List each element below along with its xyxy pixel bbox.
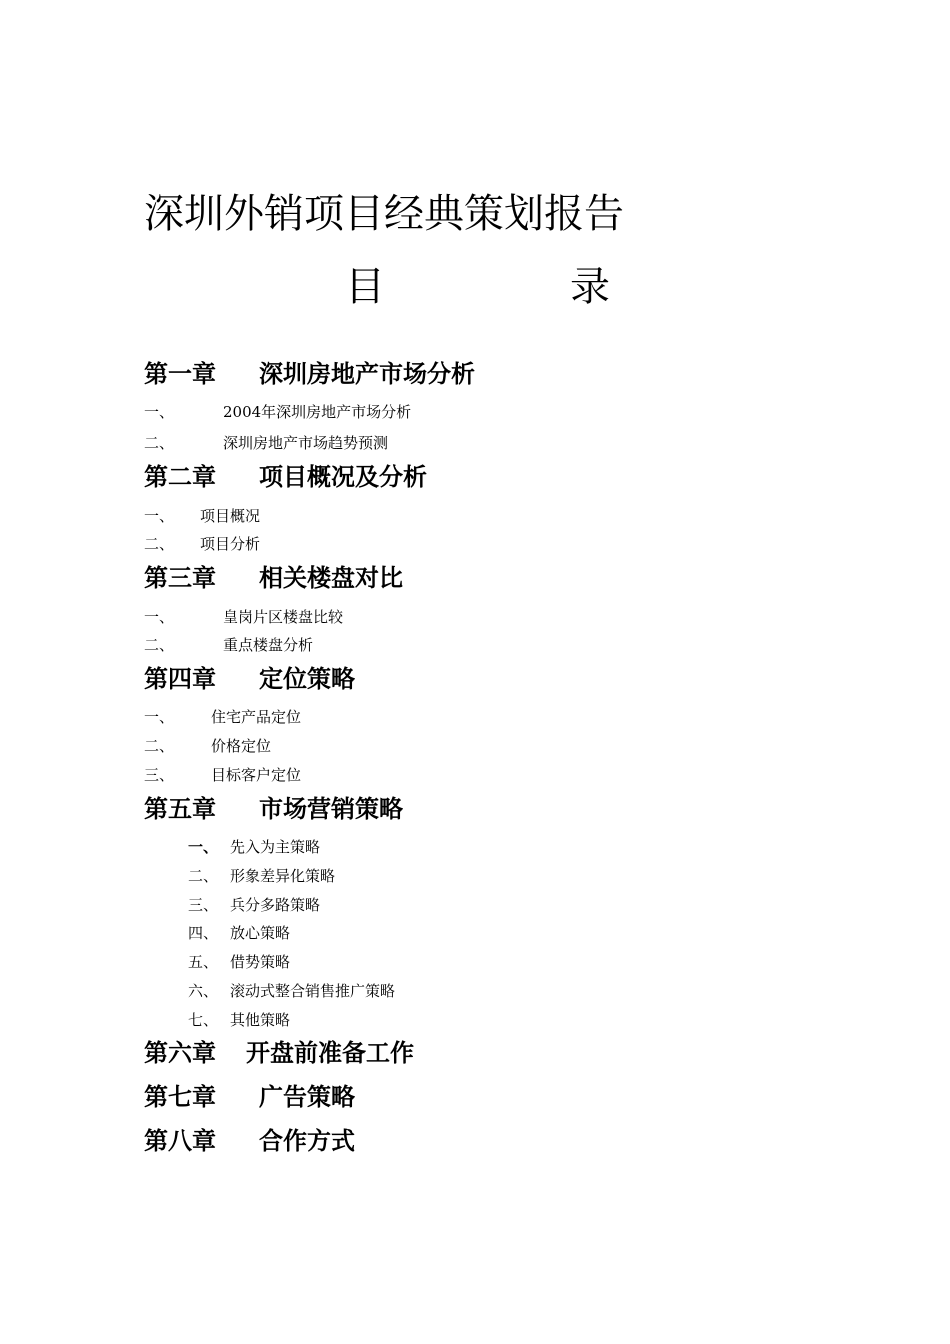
item-marker: 七、 <box>188 1011 219 1029</box>
item-marker: 一、 <box>144 403 175 421</box>
chapter-title: 广告策略 <box>259 1083 355 1111</box>
item-text: 深圳房地产市场趋势预测 <box>223 434 389 452</box>
item-text: 借势策略 <box>230 953 291 971</box>
document-title: 深圳外销项目经典策划报告 <box>144 191 624 237</box>
item-text: 先入为主策略 <box>230 838 321 856</box>
chapter-title: 定位策略 <box>259 665 355 693</box>
item-marker: 一、 <box>144 608 175 626</box>
chapter-number: 第二章 <box>144 463 216 491</box>
toc-heading-char-2: 录 <box>570 264 610 310</box>
item-text: 形象差异化策略 <box>230 867 336 885</box>
chapter-title: 开盘前准备工作 <box>246 1039 414 1067</box>
chapter-title: 深圳房地产市场分析 <box>259 360 475 388</box>
chapter-number: 第五章 <box>144 795 216 823</box>
item-marker: 二、 <box>188 867 219 885</box>
chapter-title: 项目概况及分析 <box>259 463 427 491</box>
item-text: 滚动式整合销售推广策略 <box>230 982 396 1000</box>
chapter-title: 市场营销策略 <box>259 795 403 823</box>
item-text: 重点楼盘分析 <box>223 636 314 654</box>
chapter-title: 合作方式 <box>259 1127 355 1155</box>
item-text: 价格定位 <box>211 737 272 755</box>
item-text: 2004年深圳房地产市场分析 <box>223 403 412 421</box>
chapter-number: 第七章 <box>144 1083 216 1111</box>
item-marker: 六、 <box>188 982 219 1000</box>
chapter-number: 第六章 <box>144 1039 216 1067</box>
chapter-number: 第八章 <box>144 1127 216 1155</box>
item-text: 放心策略 <box>230 924 291 942</box>
item-text: 项目分析 <box>200 535 261 553</box>
item-text: 目标客户定位 <box>211 766 302 784</box>
item-marker: 二、 <box>144 535 175 553</box>
item-marker: 五、 <box>188 953 219 971</box>
item-text: 项目概况 <box>200 507 261 525</box>
item-marker: 一、 <box>188 838 219 856</box>
item-marker: 二、 <box>144 636 175 654</box>
item-text: 兵分多路策略 <box>230 896 321 914</box>
chapter-number: 第一章 <box>144 360 216 388</box>
item-marker: 三、 <box>144 766 175 784</box>
item-marker: 一、 <box>144 708 175 726</box>
item-text: 皇岗片区楼盘比较 <box>223 608 344 626</box>
toc-heading-char-1: 目 <box>345 264 385 310</box>
item-marker: 二、 <box>144 434 175 452</box>
item-marker: 四、 <box>188 924 219 942</box>
chapter-number: 第四章 <box>144 665 216 693</box>
chapter-number: 第三章 <box>144 564 216 592</box>
item-marker: 一、 <box>144 507 175 525</box>
chapter-title: 相关楼盘对比 <box>259 564 403 592</box>
item-text: 住宅产品定位 <box>211 708 302 726</box>
item-marker: 二、 <box>144 737 175 755</box>
item-marker: 三、 <box>188 896 219 914</box>
item-text: 其他策略 <box>230 1011 291 1029</box>
